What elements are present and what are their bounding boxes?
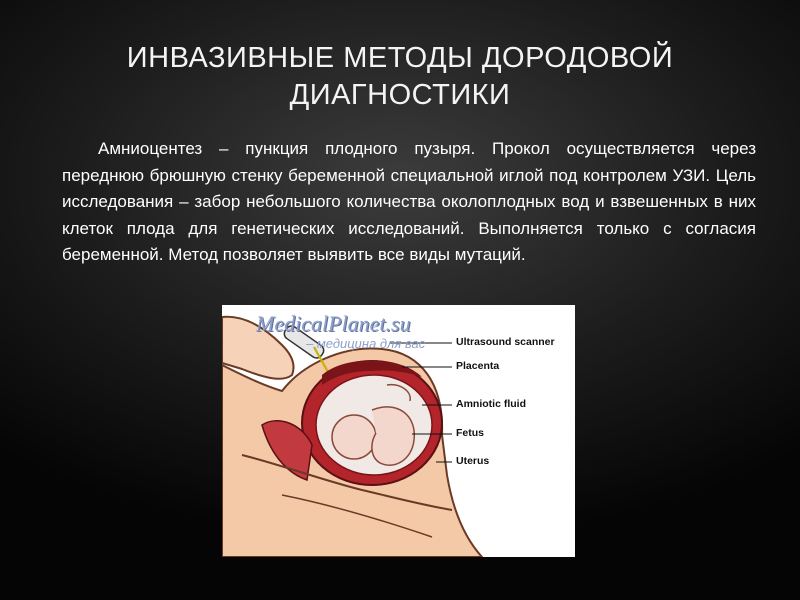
amniocentesis-illustration <box>222 305 575 557</box>
watermark-site: MedicalPlanet.su <box>256 311 411 336</box>
label-uterus: Uterus <box>456 455 490 467</box>
slide-title: ИНВАЗИВНЫЕ МЕТОДЫ ДОРОДОВОЙ ДИАГНОСТИКИ <box>126 42 674 111</box>
slide-paragraph: Амниоцентез – пункция плодного пузыря. Прокол осуществляется через переднюю брюшную стенку беременной специальной иглой под контролем УЗИ. Цель исследования – забор небольшого количества околоплодных вод и взвешенных в них клеток плода для генетических исследований. Выполняется только с согласия беременной. Метод позволяет выявить все виды мутаций. <box>62 139 756 264</box>
label-placenta: Placenta <box>456 360 500 372</box>
label-fetus: Fetus <box>456 427 485 439</box>
watermark-tagline: – медицина для вас <box>306 336 426 351</box>
label-ultrasound-scanner: Ultrasound scanner <box>456 336 555 348</box>
label-amniotic-fluid: Amniotic fluid <box>456 398 526 410</box>
